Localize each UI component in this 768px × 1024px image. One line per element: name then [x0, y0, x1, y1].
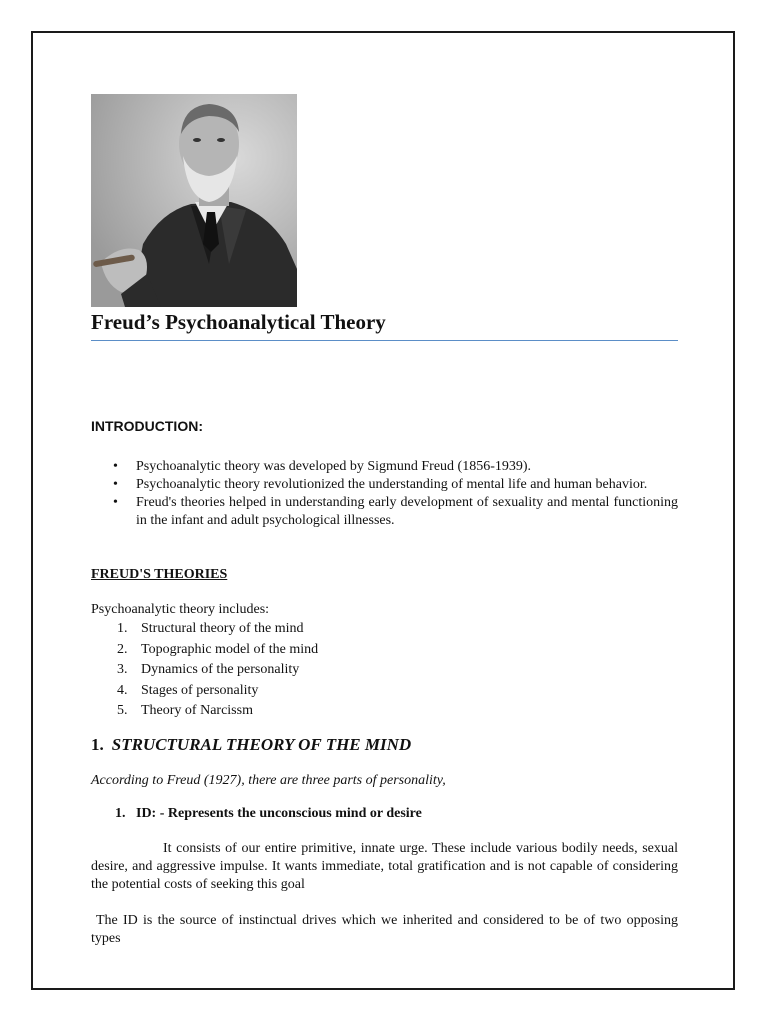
freuds-theories-heading: FREUD'S THEORIES — [91, 567, 228, 582]
list-item — [91, 494, 678, 530]
introduction-heading: INTRODUCTION: — [91, 418, 203, 434]
list-item — [91, 640, 318, 661]
bullet-text: Freud's theories helped in understanding early development of sexuality and mental functioning in the infant and adult psychological illnesses. — [136, 495, 678, 528]
id-subheading — [115, 805, 422, 823]
section-number: 1. — [91, 735, 104, 754]
id-paragraph-1: It consists of our entire primitive, innate urge. These include various bodily needs, sexual desire, and aggressive impulse. It wants immediate, total gratification and is not capable of considering the potential costs of seeking this goal — [91, 841, 678, 892]
list-item-text: Structural theory of the mind — [141, 621, 304, 636]
freud-portrait-image — [91, 94, 297, 307]
list-item — [91, 458, 678, 476]
list-item-text: Stages of personality — [141, 682, 259, 698]
list-item — [91, 681, 318, 702]
list-number: 5. — [117, 703, 128, 718]
list-number: 1. — [117, 621, 128, 636]
id-paragraph-2: The ID is the source of instinctual drives which we inherited and considered to be of two opposing types — [91, 913, 678, 946]
list-item-text: Topographic model of the mind — [141, 641, 319, 657]
list-number: 2. — [117, 641, 128, 657]
bullet-icon: • — [113, 495, 118, 510]
introduction-bullet-list — [91, 458, 678, 530]
list-item-text: Dynamics of the personality — [141, 662, 300, 677]
list-item — [91, 660, 318, 681]
bullet-text: Psychoanalytic theory revolutionized the understanding of mental life and human behavior. — [136, 477, 648, 492]
list-item-text: Theory of Narcissm — [141, 703, 253, 718]
section-title: STRUCTURAL THEORY OF THE MIND — [111, 735, 412, 754]
list-item — [91, 476, 678, 494]
document-title: Freud’s Psychoanalytical Theory — [91, 310, 386, 334]
id-number: 1. — [115, 806, 126, 821]
list-number: 3. — [117, 662, 128, 677]
bullet-icon: • — [113, 459, 118, 474]
list-item — [91, 701, 318, 722]
bullet-text: Psychoanalytic theory was developed by Sigmund Freud (1856-1939). — [136, 459, 532, 474]
id-heading-text: ID: - Represents the unconscious mind or desire — [136, 806, 422, 821]
list-item — [91, 619, 318, 640]
theories-intro-text: Psychoanalytic theory includes: — [91, 602, 270, 617]
according-text: According to Freud (1927), there are three parts of personality, — [91, 773, 446, 788]
portrait-icon — [91, 94, 297, 307]
theories-numbered-list — [91, 619, 318, 722]
section-heading — [91, 734, 411, 756]
title-divider — [91, 340, 678, 341]
list-number: 4. — [117, 682, 128, 698]
bullet-icon: • — [113, 477, 118, 492]
